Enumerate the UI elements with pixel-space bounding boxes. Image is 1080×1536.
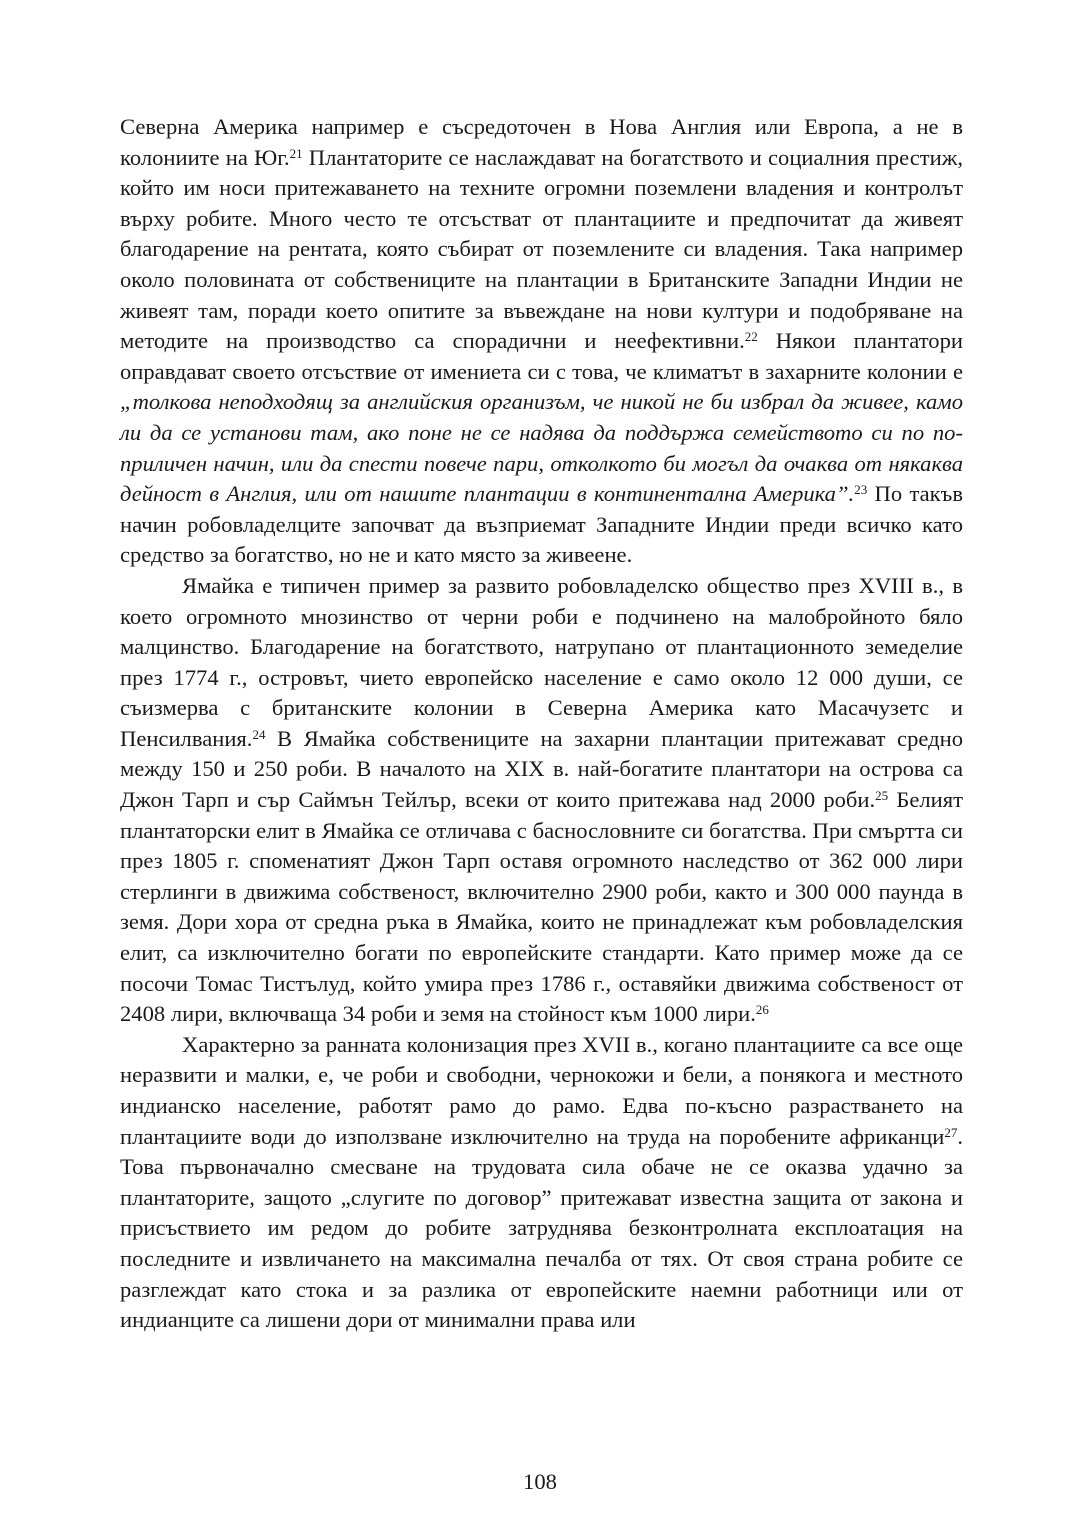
footnote-ref: 26 bbox=[755, 1002, 769, 1018]
text-run: Характерно за ранната колонизация през XVII в., когано плантациите са все още неразвити и малки, е, че роби и свободни, чернокожи и бели, а понякога и местното индианско население, работят рамо до рамо. Едва по-късно разрастването на плантациите води до използване изключително на труда на поробените африканци bbox=[120, 1031, 963, 1149]
text-run: Ямайка е типичен пример за развито робовладелско общество през XVIII в., в което огромното мнозинство от черни роби е подчинено на малобройното бяло малцинство. Благодарение на богатството, натрупано от плантационното земеделие през 1774 г., островът, чието европейско население е само около 12 000 души, се съизмерва с британските колонии в Северна Америка като Масачузетс и Пенсилвания. bbox=[120, 572, 963, 751]
paragraph-1 bbox=[120, 112, 963, 571]
text-run: Някои плантатори оправдават своето отсъствие от имениeта си с това, че климатът в захарните колонии е bbox=[120, 328, 963, 384]
footnote-ref: 24 bbox=[252, 726, 266, 742]
footnote-ref: 22 bbox=[744, 329, 758, 345]
italic-quote: „толкова неподходящ за английския организъм, че никой не би избрал да живее, камо ли да се установи там, ако поне не се надява да поддържа семейството си по по-приличен начин, или да спести повече пари, отколкото би могъл да очаква от някаква дейност в Англия, или от нашите плантации в континентална Америка”. bbox=[120, 389, 963, 507]
footnote-ref: 23 bbox=[854, 481, 868, 497]
footnote-ref: 21 bbox=[289, 145, 303, 161]
text-run: . Това първоначално смесване на трудовата сила обаче не се оказва удачно за плантаторите, защото „слугите по договор” притежават известна защита от закона и присъствието им редом до робите затруднява безконтролната експлоатация на последните и извличането на максимална печалба от тях. От своя страна робите се разглеждат като стока и за разлика от европейските наемни работници или от индианците са лишени дори от минимални права или bbox=[120, 1123, 963, 1333]
page-body bbox=[120, 112, 963, 1336]
text-run: В Ямайка собствениците на захарни плантации притежават средно между 150 и 250 роби. В началото на XIX в. най-богатите плантатори на острова са Джон Тарп и сър Саймън Тейлър, всеки от които притежава над 2000 роби. bbox=[120, 725, 963, 813]
text-run: Плантаторите се наслаждават на богатството и социалния престиж, който им носи притежаването на техните огромни поземлени владения и контролът върху робите. Много често те отсъстват от плантациите и предпочитат да живеят благодарение на рентата, която събират от поземлените си владения. Така например около половината от собствениците на плантации в Британските Западни Индии не живеят там, поради което опитите за въвеждане на нови култури и подобряване на методите на производство са спорадични и неефективни. bbox=[120, 144, 963, 354]
text-run: Белият плантаторски елит в Ямайка се отличава с баснословните си богатства. При смъртта си през 1805 г. споменатият Джон Тарп оставя огромното наследство от 362 000 лири стерлинги в движима собственост, включително 2900 роби, както и 300 000 паунда в земя. Дори хора от средна ръка в Ямайка, които не принадлежат към робовладелския елит, са изключително богати по европейските стандарти. Като пример може да се посочи Томас Тистълуд, който умира през 1786 г., оставяйки движима собственост от 2408 лири, включваща 34 роби и земя на стойност към 1000 лири. bbox=[120, 787, 963, 1027]
paragraph-3 bbox=[120, 1030, 963, 1336]
footnote-ref: 27 bbox=[944, 1124, 958, 1140]
page-number: 108 bbox=[523, 1469, 557, 1494]
footnote-ref: 25 bbox=[875, 787, 889, 803]
text-run: По такъв начин робовладелците започват да възприемат Западните Индии преди всичко като средство за богатство, но не и като място за живеене. bbox=[120, 481, 963, 568]
paragraph-2 bbox=[120, 571, 963, 1030]
text-run: Северна Америка например е съсредоточен в Нова Англия или Европа, а не в колониите на Юг. bbox=[120, 114, 963, 170]
